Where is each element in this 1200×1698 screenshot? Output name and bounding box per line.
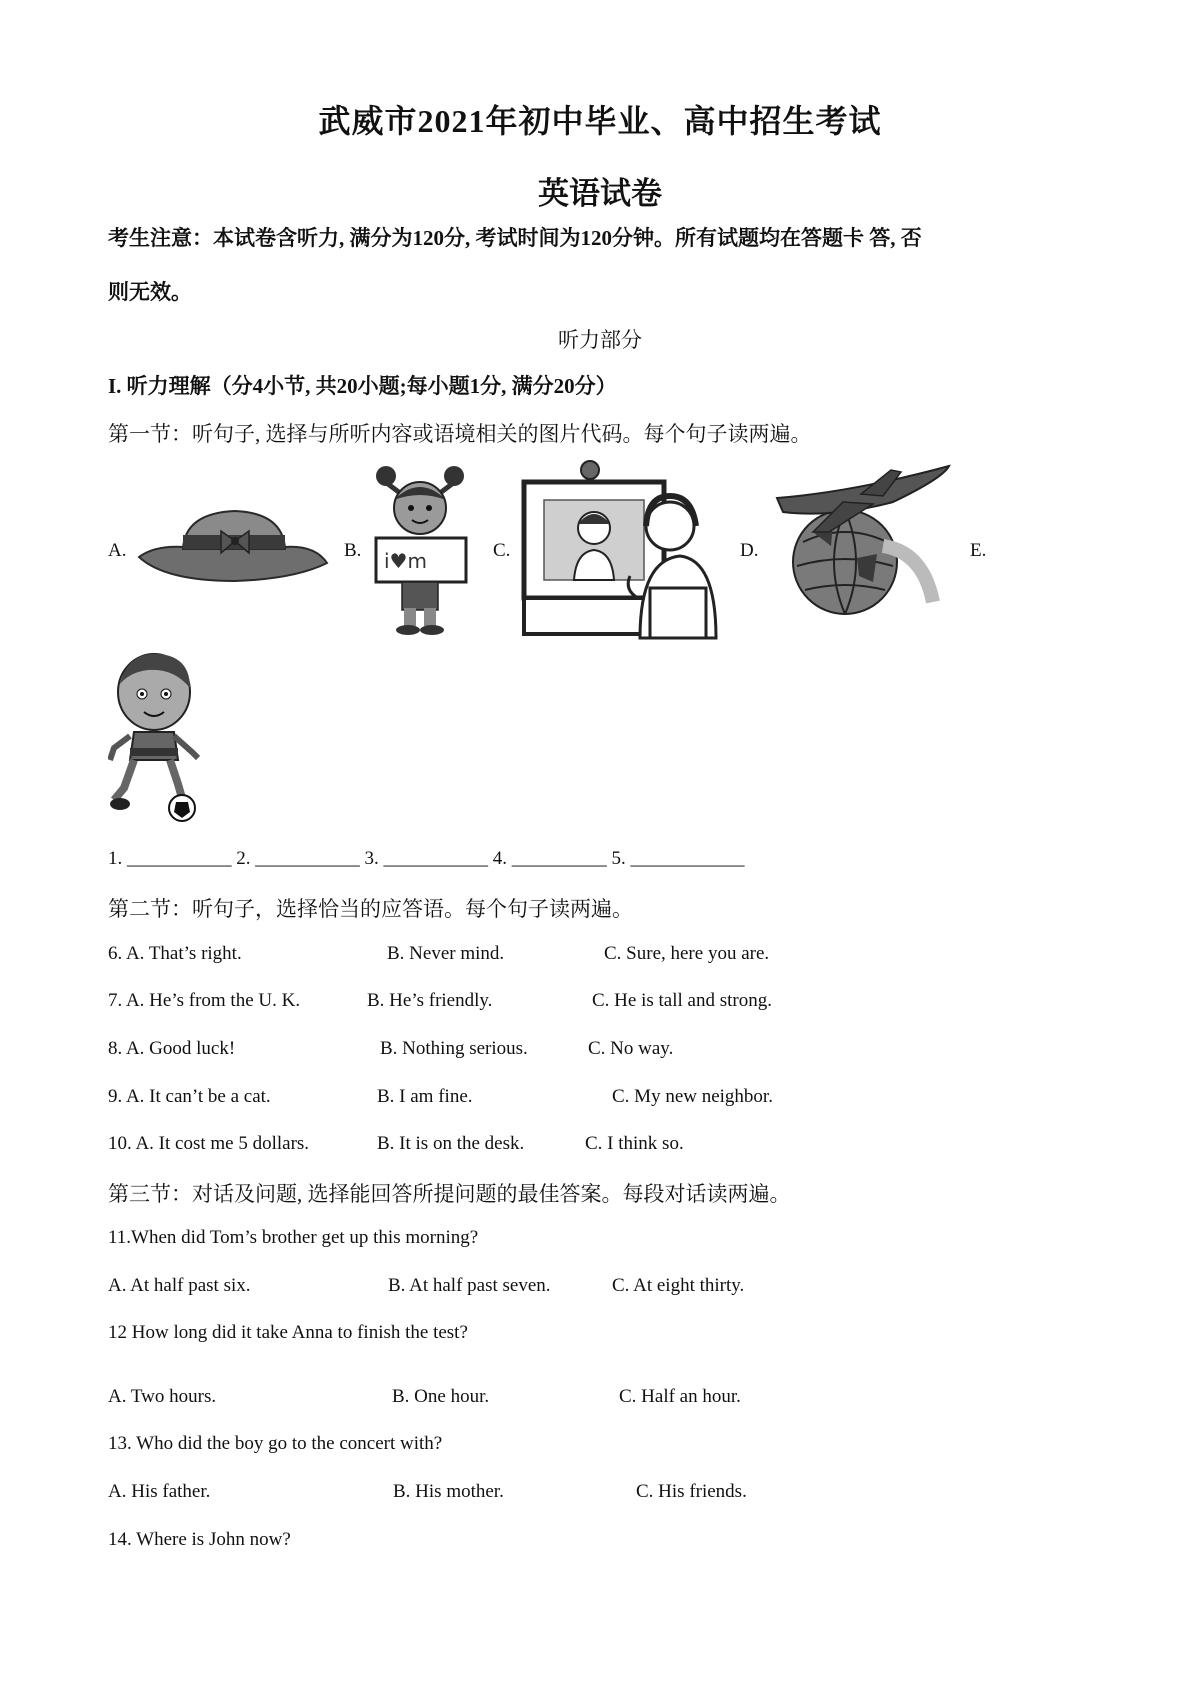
hat-icon <box>135 505 330 585</box>
q13-option-b: B. His mother. <box>393 1481 504 1502</box>
q13-option-c: C. His friends. <box>636 1481 747 1502</box>
section3-instruction: 第三节：对话及问题, 选择能回答所提问题的最佳答案。每段对话读两遍。 <box>108 1182 791 1206</box>
svg-text:i♥m: i♥m <box>384 549 427 573</box>
notice-line-2: 则无效。 <box>108 280 192 304</box>
picture-letter-c: C. <box>493 540 511 561</box>
section2-instruction: 第二节：听句子，选择恰当的应答语。每个句子读两遍。 <box>108 897 633 921</box>
q14-question: 14. Where is John now? <box>108 1529 291 1550</box>
section1-heading: I. 听力理解（分4小节, 共20小题;每小题1分, 满分20分） <box>108 374 617 398</box>
q8-option-a: 8. A. Good luck! <box>108 1038 236 1059</box>
q13-question: 13. Who did the boy go to the concert with? <box>108 1433 443 1454</box>
q12-question: 12 How long did it take Anna to finish the test? <box>108 1322 468 1343</box>
q6-option-b: B. Never mind. <box>387 943 505 964</box>
girl-holding-i-love-sign-icon <box>366 462 476 637</box>
q6-option-c: C. Sure, here you are. <box>604 943 770 964</box>
q8-option-c: C. No way. <box>588 1038 674 1059</box>
q12-option-b: B. One hour. <box>392 1386 490 1407</box>
q9-option-c: C. My new neighbor. <box>612 1086 773 1107</box>
q13-option-a: A. His father. <box>108 1481 211 1502</box>
q10-option-b: B. It is on the desk. <box>377 1133 525 1154</box>
picture-letter-d: D. <box>740 540 759 561</box>
q9-option-b: B. I am fine. <box>377 1086 473 1107</box>
q10-option-c: C. I think so. <box>585 1133 684 1154</box>
picture-letter-a: A. <box>108 540 127 561</box>
q11-option-a: A. At half past six. <box>108 1275 251 1296</box>
q12-option-c: C. Half an hour. <box>619 1386 741 1407</box>
q8-option-b: B. Nothing serious. <box>380 1038 528 1059</box>
q11-option-b: B. At half past seven. <box>388 1275 551 1296</box>
boy-playing-soccer-icon <box>108 648 200 823</box>
q7-option-b: B. He’s friendly. <box>367 990 493 1011</box>
q11-question: 11.When did Tom’s brother get up this morning? <box>108 1227 479 1248</box>
exam-subtitle: 英语试卷 <box>538 176 662 211</box>
exam-title: 武威市2021年初中毕业、高中招生考试 <box>318 103 882 139</box>
airplane-over-globe-icon <box>773 462 958 617</box>
q7-option-a: 7. A. He’s from the U. K. <box>108 990 301 1011</box>
section1-answer-line: 1. ___________ 2. ___________ 3. ___________ 4. __________ 5. ____________ <box>108 848 745 869</box>
notice-line-1: 考生注意：本试卷含听力, 满分为120分, 考试时间为120分钟。所有试题均在答题卡 答, 否 <box>108 226 922 250</box>
q11-option-c: C. At eight thirty. <box>612 1275 745 1296</box>
picture-letter-b: B. <box>344 540 362 561</box>
q6-option-a: 6. A. That’s right. <box>108 943 242 964</box>
video-call-computer-icon <box>520 460 720 640</box>
q12-option-a: A. Two hours. <box>108 1386 217 1407</box>
picture-letter-e: E. <box>970 540 987 561</box>
section1-instruction: 第一节：听句子, 选择与所听内容或语境相关的图片代码。每个句子读两遍。 <box>108 422 812 446</box>
q7-option-c: C. He is tall and strong. <box>592 990 772 1011</box>
part-title: 听力部分 <box>558 328 642 352</box>
q10-option-a: 10. A. It cost me 5 dollars. <box>108 1133 310 1154</box>
q9-option-a: 9. A. It can’t be a cat. <box>108 1086 271 1107</box>
